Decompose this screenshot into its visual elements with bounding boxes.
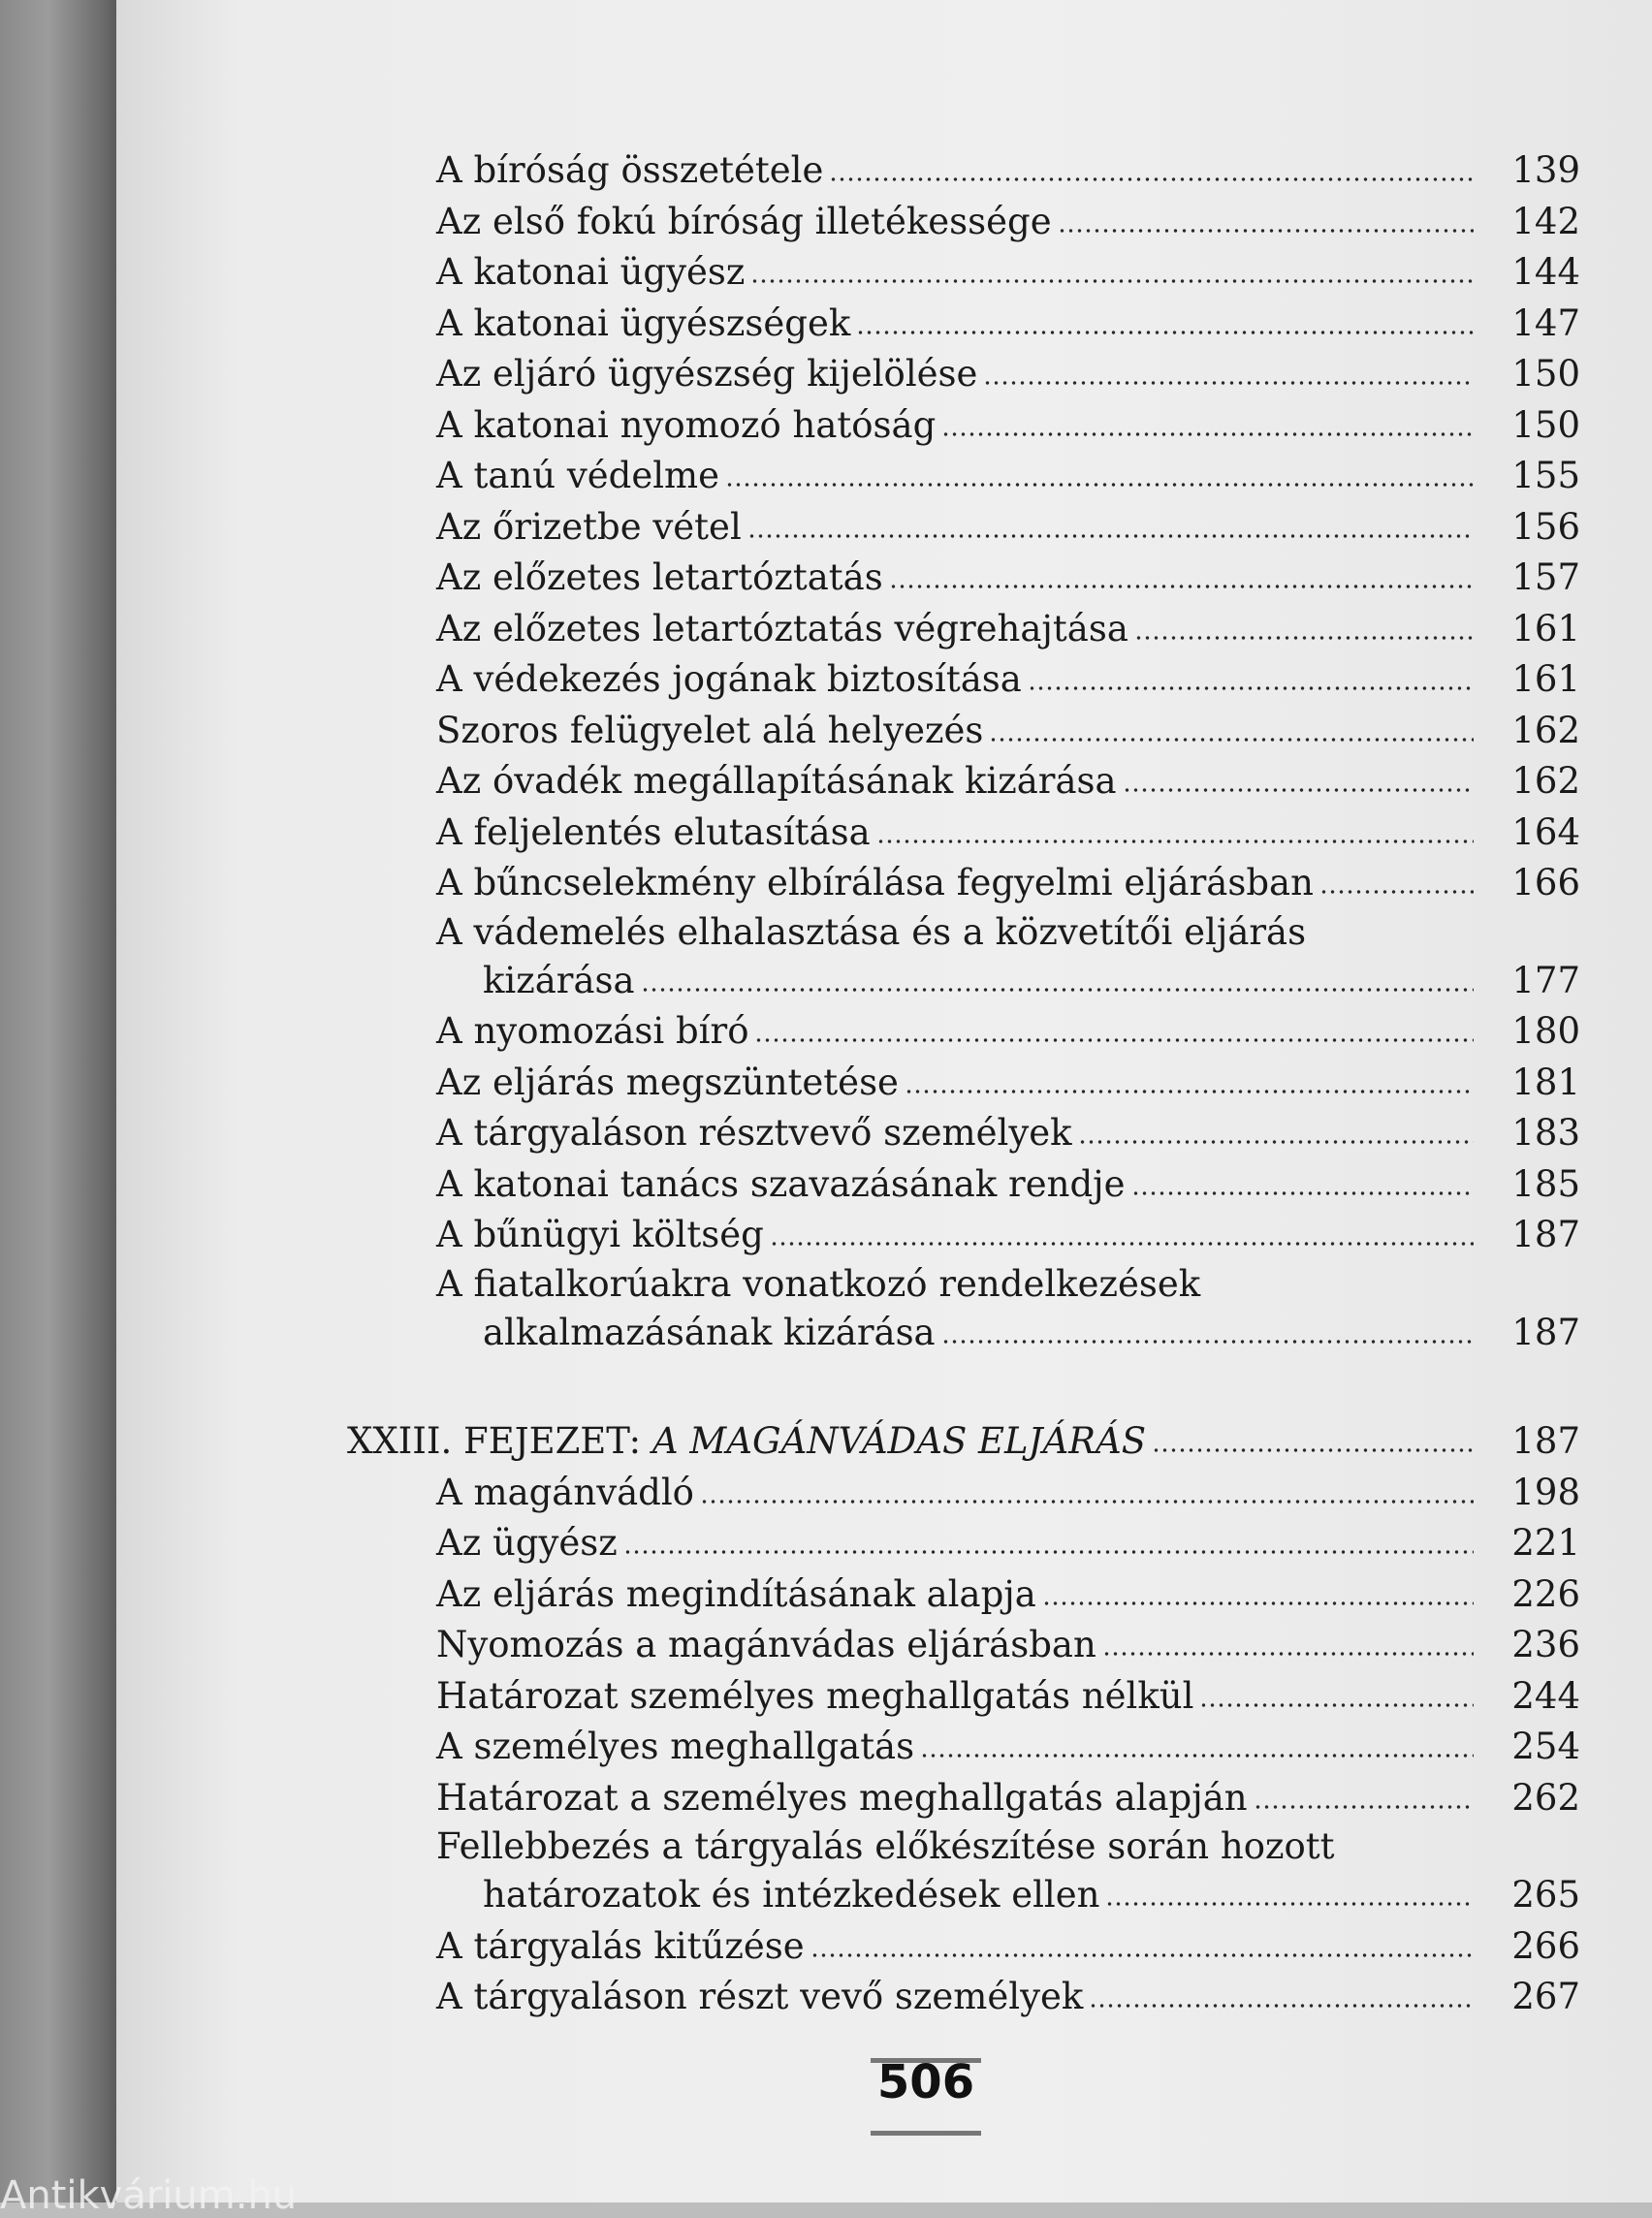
toc-entry (320, 1671, 1580, 1723)
toc-entry-title: Az előzetes letartóztatás (436, 556, 883, 598)
dot-leader (941, 1339, 1474, 1345)
toc-entry (320, 706, 1580, 757)
toc-entry-page: 221 (1511, 1522, 1580, 1564)
toc-entry-title: Határozat a személyes meghallgatás alapján (436, 1776, 1248, 1819)
dot-leader (905, 1089, 1474, 1094)
toc-entry (320, 1722, 1580, 1773)
toc-entry-title: Az első fokú bíróság illetékessége (436, 200, 1052, 242)
toc-entry (320, 1972, 1580, 2023)
dot-leader (829, 176, 1474, 182)
dot-leader (889, 584, 1474, 589)
dot-leader (856, 330, 1474, 335)
toc-entry-page: 183 (1511, 1112, 1580, 1154)
toc-entry-title-line2: kizárása (483, 959, 635, 1001)
toc-entry-title-line1: A fiatalkorúakra vonatkozó rendelkezések (436, 1262, 1201, 1305)
toc-entry-page: 150 (1511, 403, 1580, 446)
toc-entry-page: 266 (1511, 1924, 1580, 1967)
toc-entry-title: A katonai ügyészségek (436, 301, 851, 344)
toc-entry (320, 1569, 1580, 1621)
dot-leader (941, 431, 1474, 437)
toc-entry-page: 236 (1511, 1624, 1580, 1665)
toc-entry (320, 1620, 1580, 1671)
toc-entry (320, 247, 1580, 299)
toc-entry-title-line2: alkalmazásának kizárása (483, 1311, 936, 1353)
dot-leader (1028, 685, 1474, 691)
toc-entry-title: A bíróság összetétele (436, 149, 824, 191)
toc-entry (320, 756, 1580, 808)
toc-entry-title: Határozat személyes meghallgatás nélkül (436, 1674, 1194, 1717)
toc-entry (320, 553, 1580, 604)
toc-entry-title: A tanú védelme (436, 455, 720, 496)
dot-leader (1123, 787, 1474, 793)
dot-leader (1131, 1190, 1474, 1196)
chapter-prefix: XXIII. FEJEZET: (347, 1420, 652, 1462)
toc-entry-page: 180 (1511, 1010, 1580, 1052)
toc-entry (320, 145, 1580, 197)
dot-leader (989, 737, 1474, 743)
dot-leader (1254, 1804, 1474, 1810)
toc-entry-wrapped (320, 1261, 1580, 1359)
toc-entry-page: 161 (1511, 607, 1580, 650)
toc-entry (320, 808, 1580, 859)
toc-entry-title: Az eljárás megszüntetése (436, 1061, 899, 1103)
toc-entry-title: A magánvádló (436, 1471, 694, 1513)
dot-leader (1134, 635, 1474, 641)
toc-entry-page: 198 (1511, 1471, 1580, 1513)
toc-entry-title: A feljelentés elutasítása (436, 810, 871, 853)
toc-entry-title: A személyes meghallgatás (436, 1726, 915, 1767)
toc-entry-page: 262 (1511, 1776, 1580, 1819)
toc-entry (320, 451, 1580, 502)
toc-entry (320, 349, 1580, 400)
toc-entry-title: A katonai nyomozó hatóság (436, 403, 937, 446)
dot-leader (1089, 2003, 1474, 2009)
toc-entry-title: A bűncselekmény elbírálása fegyelmi eljárásban (436, 862, 1314, 903)
dot-leader (1042, 1600, 1474, 1606)
dot-leader (1152, 1447, 1474, 1453)
toc-entry (320, 1921, 1580, 1973)
toc-entry-page: 187 (1511, 1214, 1580, 1255)
toc-entry-wrapped (320, 909, 1580, 1007)
dot-leader (754, 1037, 1474, 1043)
toc-entry-title: Az őrizetbe vétel (436, 505, 742, 548)
dot-leader (750, 278, 1474, 284)
toc-entry-page: 244 (1511, 1674, 1580, 1717)
toc-entry-page: 166 (1511, 862, 1580, 903)
toc-entry (320, 502, 1580, 554)
toc-entry-title: A katonai tanács szavazásának rendje (436, 1162, 1126, 1205)
table-of-contents (320, 145, 1580, 2023)
toc-entry-title: A bűnügyi költség (436, 1214, 764, 1255)
dot-leader (725, 482, 1474, 488)
dot-leader (623, 1549, 1474, 1555)
toc-entry-page: 254 (1511, 1726, 1580, 1767)
dot-leader (770, 1241, 1474, 1247)
toc-entry (320, 654, 1580, 706)
dot-leader (810, 1952, 1474, 1958)
toc-entry-title: A tárgyaláson részt vevő személyek (436, 1976, 1084, 2017)
toc-entry-page: 142 (1511, 200, 1580, 242)
toc-entry-title: Az óvadék megállapításának kizárása (436, 760, 1117, 802)
dot-leader (700, 1499, 1474, 1505)
toc-entry (320, 1210, 1580, 1261)
toc-entry-title-line2: határozatok és intézkedések ellen (483, 1874, 1100, 1916)
toc-entry-page: 157 (1511, 556, 1580, 598)
chapter-title: A MAGÁNVÁDAS ELJÁRÁS (651, 1420, 1147, 1462)
toc-entry-wrapped (320, 1823, 1580, 1921)
toc-entry-title-line1: Fellebbezés a tárgyalás előkészítése során hozott (436, 1825, 1335, 1867)
toc-entry-page: 164 (1511, 810, 1580, 853)
toc-entry-title: Az eljárás megindításának alapja (436, 1572, 1036, 1615)
toc-entry (320, 1468, 1580, 1519)
toc-entry-title: A tárgyalás kitűzése (436, 1924, 805, 1967)
toc-entry-page: 185 (1511, 1162, 1580, 1205)
dot-leader (920, 1753, 1474, 1759)
toc-entry-page: 177 (1511, 959, 1580, 1001)
toc-entry-page: 150 (1511, 353, 1580, 395)
toc-entry (320, 1159, 1580, 1211)
toc-entry-title: Nyomozás a magánvádas eljárásban (436, 1624, 1096, 1665)
dot-leader (983, 380, 1474, 386)
toc-entry-page: 162 (1511, 709, 1580, 751)
toc-entry (320, 1773, 1580, 1824)
toc-entry-page: 187 (1511, 1311, 1580, 1353)
page-number-rule-bottom (871, 2131, 981, 2136)
toc-entry-title: Az ügyész (436, 1522, 618, 1564)
toc-entry-title: A tárgyaláson résztvevő személyek (436, 1112, 1072, 1154)
toc-entry-page: 139 (1511, 149, 1580, 191)
chapter-page: 187 (1511, 1420, 1580, 1462)
dot-leader (1078, 1139, 1474, 1145)
toc-entry-title: A védekezés jogának biztosítása (436, 658, 1022, 700)
toc-entry-page: 226 (1511, 1572, 1580, 1615)
dot-leader (1058, 228, 1474, 234)
dot-leader (1199, 1702, 1474, 1708)
toc-entry-page: 265 (1511, 1874, 1580, 1916)
toc-entry (320, 197, 1580, 248)
toc-entry (320, 299, 1580, 350)
chapter-heading (320, 1416, 1580, 1468)
dot-leader (1102, 1651, 1474, 1657)
toc-entry (320, 1006, 1580, 1058)
toc-entry-page: 161 (1511, 658, 1580, 700)
toc-entry-page: 181 (1511, 1061, 1580, 1103)
toc-entry-title: A katonai ügyész (436, 251, 746, 293)
toc-entry (320, 1058, 1580, 1109)
toc-entry-page: 162 (1511, 760, 1580, 802)
dot-leader (1105, 1901, 1474, 1907)
dot-leader (747, 533, 1474, 539)
dot-leader (641, 987, 1474, 993)
toc-entry-title: Az előzetes letartóztatás végrehajtása (436, 607, 1128, 650)
book-binding (0, 0, 121, 2202)
toc-entry (320, 1518, 1580, 1569)
toc-entry-title: A nyomozási bíró (436, 1010, 749, 1052)
toc-entry-page: 156 (1511, 505, 1580, 548)
page-number: 506 (876, 2055, 975, 2109)
toc-entry-title: Az eljáró ügyészség kijelölése (436, 353, 978, 395)
toc-entry (320, 1108, 1580, 1159)
toc-entry (320, 400, 1580, 452)
toc-entry-title: Szoros felügyelet alá helyezés (436, 709, 984, 751)
toc-entry (320, 604, 1580, 655)
toc-entry-page: 267 (1511, 1976, 1580, 2017)
dot-leader (876, 839, 1474, 844)
toc-entry-page: 155 (1511, 455, 1580, 496)
toc-entry (320, 858, 1580, 909)
toc-entry-page: 144 (1511, 251, 1580, 293)
watermark: Antikvárium.hu (0, 2173, 298, 2218)
toc-entry-title-line1: A vádemelés elhalasztása és a közvetítői eljárás (436, 910, 1307, 953)
dot-leader (1319, 889, 1474, 895)
toc-entry-page: 147 (1511, 301, 1580, 344)
